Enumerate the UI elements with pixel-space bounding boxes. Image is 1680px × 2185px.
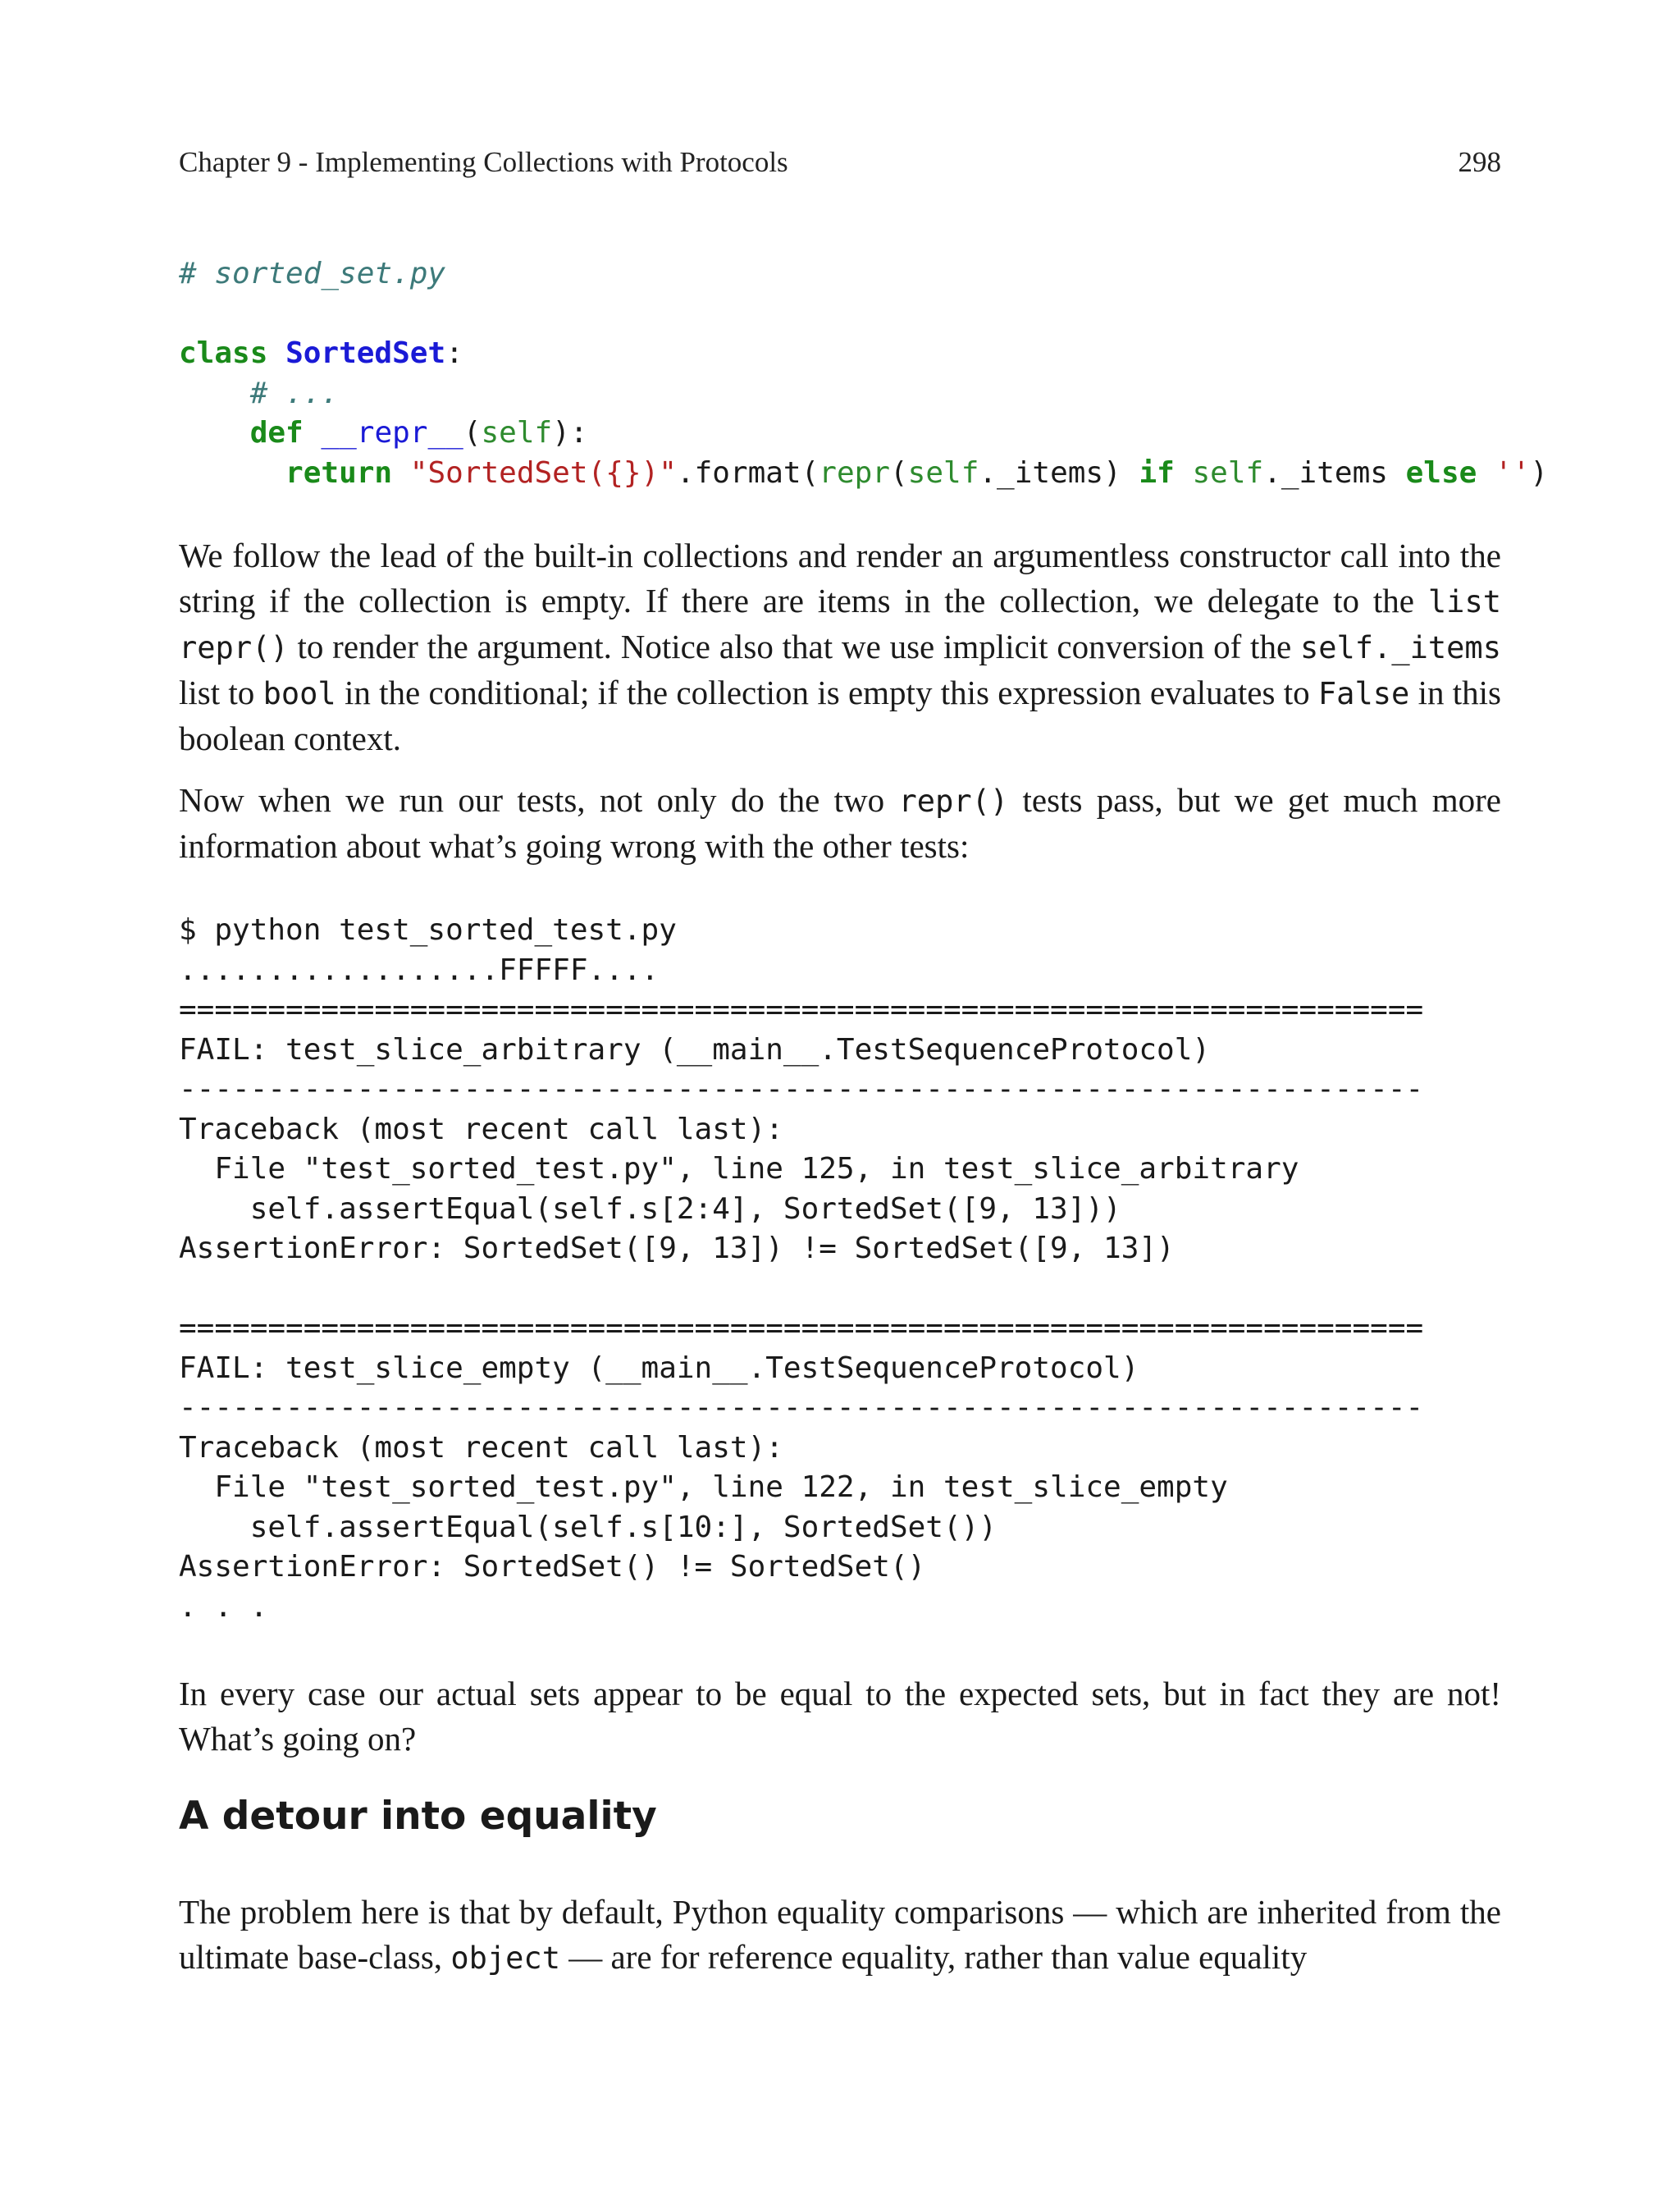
section-heading: A detour into equality <box>179 1794 657 1839</box>
code-function-name: __repr__ <box>321 416 463 450</box>
output-line: AssertionError: SortedSet([9, 13]) != SortedSet([9, 13]) <box>179 1232 1175 1265</box>
code-keyword-else: else <box>1405 455 1477 490</box>
page-number: 298 <box>1458 146 1501 178</box>
code-punct: : <box>445 336 463 370</box>
output-line: FAIL: test_slice_empty (__main__.TestSequenceProtocol) <box>179 1351 1139 1385</box>
code-keyword-return: return <box>285 455 393 490</box>
output-line: ====================================================================== <box>179 1311 1424 1345</box>
code-class-name: SortedSet <box>285 336 446 370</box>
output-line: Traceback (most recent call last): <box>179 1112 783 1146</box>
output-line: File "test_sorted_test.py", line 125, in test_slice_arbitrary <box>179 1152 1299 1186</box>
text-run: to render the argument. Notice also that we use implicit conversion of the <box>288 628 1300 665</box>
text-run: — are for reference equality, rather than value equality <box>559 1938 1308 1976</box>
output-line: ---------------------------------------------------------------------- <box>179 1072 1424 1106</box>
code-block-sorted-set <box>179 254 1548 493</box>
code-block-test-output <box>179 911 1423 1627</box>
chapter-title: Chapter 9 - Implementing Collections with Protocols <box>179 146 788 178</box>
code-string-empty: '' <box>1494 455 1531 490</box>
output-line: FAIL: test_slice_arbitrary (__main__.TestSequenceProtocol) <box>179 1032 1211 1067</box>
paragraph-tests-run <box>179 778 1501 869</box>
code-punct: ) <box>1530 455 1549 490</box>
text-run: Now when we run our tests, not only do the two <box>179 781 899 819</box>
inline-code: self._items <box>1299 630 1501 665</box>
running-header <box>179 146 1501 187</box>
code-string: "SortedSet({})" <box>409 455 677 490</box>
output-line: ..................FFFFF.... <box>179 953 660 987</box>
code-keyword-if: if <box>1139 455 1175 490</box>
output-line: Traceback (most recent call last): <box>179 1430 783 1465</box>
output-line: self.assertEqual(self.s[10:], SortedSet()) <box>179 1510 997 1544</box>
code-punct: ): <box>552 416 588 450</box>
code-comment: # sorted_set.py <box>179 257 446 290</box>
code-space <box>1477 456 1495 490</box>
output-line: ====================================================================== <box>179 993 1424 1026</box>
code-comment-ellipsis: # ... <box>249 376 340 410</box>
code-self: self <box>907 455 979 490</box>
inline-code: False <box>1317 676 1410 711</box>
inline-code: list repr() <box>179 584 1501 665</box>
paragraph-equality <box>179 1890 1501 1981</box>
inline-code: object <box>450 1940 560 1976</box>
inline-code: repr() <box>898 784 1009 819</box>
output-line: AssertionError: SortedSet() != SortedSet() <box>179 1550 926 1584</box>
code-punct: ( <box>889 455 908 490</box>
code-keyword-def: def <box>249 416 304 450</box>
text-run: in the conditional; if the collection is empty this expression evaluates to <box>336 674 1318 711</box>
code-self: self <box>1192 455 1264 490</box>
code-text: ._items <box>1263 455 1406 490</box>
text-run: We follow the lead of the built-in collections and render an argumentless constructor call into the string if the collection is empty. If there are items in the collection, we delegate to the <box>179 537 1501 619</box>
paragraph-whats-going-on: In every case our actual sets appear to be equal to the expected sets, but in fact they are not! What’s going on? <box>179 1675 1501 1758</box>
code-self: self <box>481 416 553 450</box>
code-text: .format( <box>676 455 819 490</box>
output-line: self.assertEqual(self.s[2:4], SortedSet([9, 13])) <box>179 1191 1121 1226</box>
code-text: ._items) <box>979 455 1139 490</box>
output-line: $ python test_sorted_test.py <box>179 913 677 947</box>
output-line: File "test_sorted_test.py", line 122, in test_slice_empty <box>179 1470 1228 1504</box>
text-run: in this boolean context. <box>179 674 1501 757</box>
text-run: list to <box>179 674 263 711</box>
code-builtin-repr: repr <box>819 455 890 490</box>
text-run: tests pass, but we get much more information about what’s going wrong with the other tests: <box>179 781 1501 865</box>
code-space <box>1175 456 1193 490</box>
inline-code: bool <box>262 676 336 711</box>
text-run: The problem here is that by default, Python equality comparisons — which are inherited from the ultimate base-class, <box>179 1893 1501 1976</box>
output-line: ---------------------------------------------------------------------- <box>179 1391 1424 1424</box>
paragraph-repr-explanation <box>179 533 1501 761</box>
code-keyword-class: class <box>179 336 268 370</box>
code-punct: ( <box>463 416 482 450</box>
output-line: . . . <box>179 1589 268 1624</box>
